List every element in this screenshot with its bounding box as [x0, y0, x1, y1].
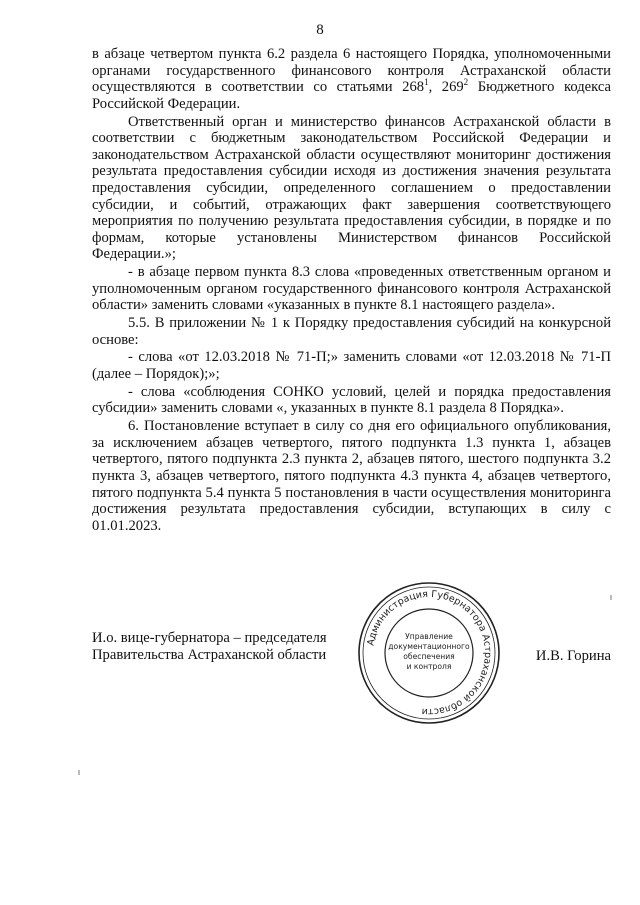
paragraph-p4	[92, 315, 611, 348]
paragraph-text: Ответственный орган и министерство финансов Астраханской области в соответствии с бюджетным законодательством Российской Федерации и законодательством Астраханской области осуществляют мониторинг достижения результата предоставления субсидии исходя из достижения значения результата предоставления субсидии, определенного соглашением о предоставлении субсидии, и событий, отражающих факт завершения соответствующего мероприятия по получению результата предоставления субсидии, в порядке и по формам, которые установлены Министерством финансов Российской Федерации.»;	[92, 113, 611, 263]
paragraph-text: - в абзаце первом пункта 8.3 слова «проведенных ответственным органом и уполномоченным органом государственного финансового контроля Астраханской области» заменить словами «указанных в пункте 8.1 настоящего раздела».	[92, 264, 611, 314]
document-body	[92, 46, 611, 536]
paragraph-text: 6. Постановление вступает в силу со дня его официального опубликования, за исключением абзацев четвертого, пятого подпункта 1.3 пункта 1, абзацев четвертого, пятого подпункта 2.3 пункта 2, абзацев пятого, шестого подпункта 3.2 пункта 3, абзацев четвертого, пятого подпункта 4.3 пункта 4, абзацев четвертого, пятого подпункта 5.4 пункта 5 постановления в части осуществления мониторинга достижения результата предоставления субсидии, вступающих в силу с 01.01.2023.	[92, 418, 611, 534]
page-number: 8	[316, 22, 324, 38]
paragraph-p5	[92, 349, 611, 382]
scan-artifact	[610, 595, 612, 600]
signatory-name: И.В. Горина	[535, 648, 611, 664]
stamp-center-line4: и контроля	[406, 662, 452, 671]
superscript: 2	[463, 77, 469, 88]
stamp-center-line2: документационного	[388, 642, 470, 651]
paragraph-p3	[92, 264, 611, 314]
paragraph-p6	[92, 384, 611, 417]
paragraph-text: - слова «от 12.03.2018 № 71-П;» заменить словами «от 12.03.2018 № 71-П (далее – Порядок);»;	[92, 349, 611, 383]
signature-block	[92, 588, 611, 718]
paragraph-p2	[92, 114, 611, 263]
official-stamp	[354, 578, 504, 728]
paragraph-text: в абзаце четвертом пункта 6.2 раздела 6 настоящего Порядка, уполномоченными органами государственного финансового контроля Астраханской области осуществляются в соответствии со статьями 268	[92, 46, 611, 96]
paragraph-text: 5.5. В приложении № 1 к Порядку предоставления субсидий на конкурсной основе:	[92, 315, 611, 348]
paragraph-p7	[92, 418, 611, 534]
signatory-title	[92, 630, 327, 664]
stamp-center-line1: Управление	[405, 632, 453, 641]
stamp-ring-text: Администрация Губернатора Астраханской области	[365, 588, 494, 718]
signatory-title-line2: Правительства Астраханской области	[92, 647, 327, 663]
paragraph-text: , 269	[428, 79, 464, 96]
paragraph-text: - слова «соблюдения СОНКО условий, целей и порядка предоставления субсидии» заменить словами «, указанных в пункте 8.1 раздела 8 Порядка».	[92, 383, 611, 417]
stamp-center-line3: обеспечения	[403, 652, 455, 661]
superscript: 1	[424, 77, 429, 88]
paragraph-text: Бюджетного кодекса Российской Федерации.	[92, 79, 612, 112]
signatory-title-line1: И.о. вице-губернатора – председателя	[92, 630, 327, 646]
paragraph-p1	[92, 46, 611, 112]
scan-artifact	[78, 770, 80, 775]
